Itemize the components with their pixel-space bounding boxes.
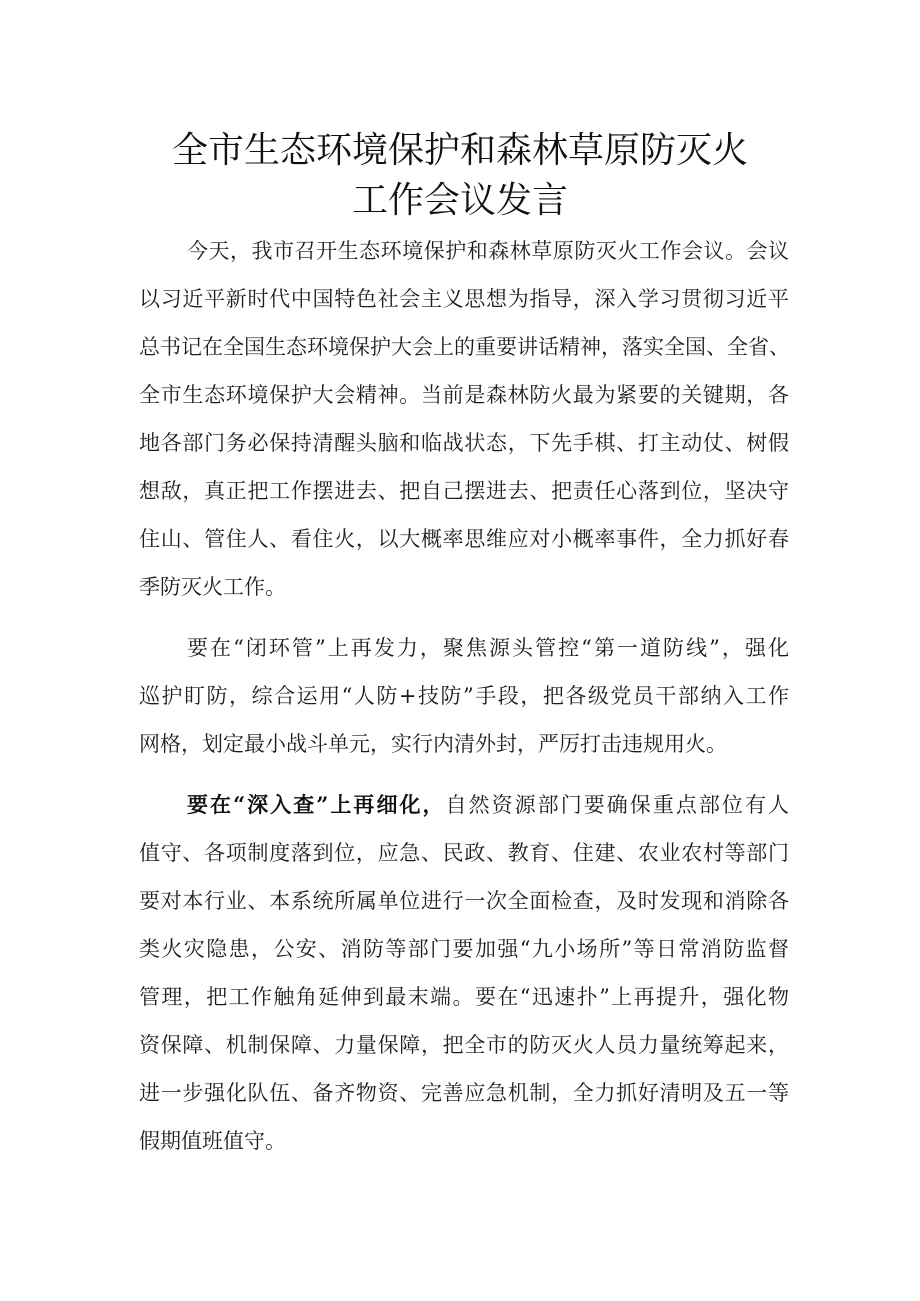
paragraph-3-line: 资保障、机制保障、力量保障，把全市的防灭火人员力量统筹起来， (139, 1033, 789, 1057)
document-title-line-1: 全市生态环境保护和森林草原防灭火 (171, 130, 748, 171)
paragraph-3-line: 类火灾隐患，公安、消防等部门要加强“九小场所”等日常消防监督 (139, 937, 789, 961)
paragraph-2-line: 巡护盯防，综合运用“人防+技防”手段，把各级党员干部纳入工作 (139, 684, 789, 708)
paragraph-3-line: 值守、各项制度落到位，应急、民政、教育、住建、农业农村等部门 (139, 841, 789, 865)
paragraph-3-line (139, 781, 789, 829)
paragraph-1-line: 住山、管住人、看住火，以大概率思维应对小概率事件，全力抓好春 (139, 527, 789, 551)
paragraph-3-line: 进一步强化队伍、备齐物资、完善应急机制，全力抓好清明及五一等 (139, 1081, 789, 1105)
paragraph-3-line: 要对本行业、本系统所属单位进行一次全面检查，及时发现和消除各 (139, 889, 789, 913)
paragraph-3-line: 假期值班值守。 (139, 1129, 286, 1153)
paragraph-2-line: 要在“闭环管”上再发力，聚焦源头管控“第一道防线”，强化 (187, 636, 789, 660)
paragraph-1-line: 想敌，真正把工作摆进去、把自己摆进去、把责任心落到位，坚决守 (139, 479, 789, 503)
paragraph-2 (139, 624, 789, 768)
document-title-line-2: 工作会议发言 (351, 180, 568, 221)
paragraph-1-line: 总书记在全国生态环境保护大会上的重要讲话精神，落实全国、全省、 (139, 335, 790, 359)
paragraph-1-line: 地各部门务必保持清醒头脑和临战状态，下先手棋、打主动仗、树假 (139, 431, 789, 455)
paragraph-3 (139, 781, 789, 1165)
paragraph-3-line: 管理，把工作触角延伸到最末端。要在“迅速扑”上再提升，强化物 (139, 985, 789, 1009)
paragraph-1-line: 全市生态环境保护大会精神。当前是森林防火最为紧要的关键期，各 (139, 383, 789, 407)
paragraph-2-line: 网格，划定最小战斗单元，实行内清外封，严厉打击违规用火。 (139, 732, 727, 756)
paragraph-3-lead-rest: 自然资源部门要确保重点部位有人 (445, 793, 789, 817)
paragraph-1-line: 季防灭火工作。 (139, 575, 286, 599)
paragraph-1-line: 以习近平新时代中国特色社会主义思想为指导，深入学习贯彻习近平 (139, 287, 789, 311)
paragraph-1-line: 今天，我市召开生态环境保护和森林草原防灭火工作会议。会议 (187, 239, 789, 263)
paragraph-1 (139, 227, 789, 611)
paragraph-3-bold-lead: 要在“深入查”上再细化， (187, 792, 446, 817)
